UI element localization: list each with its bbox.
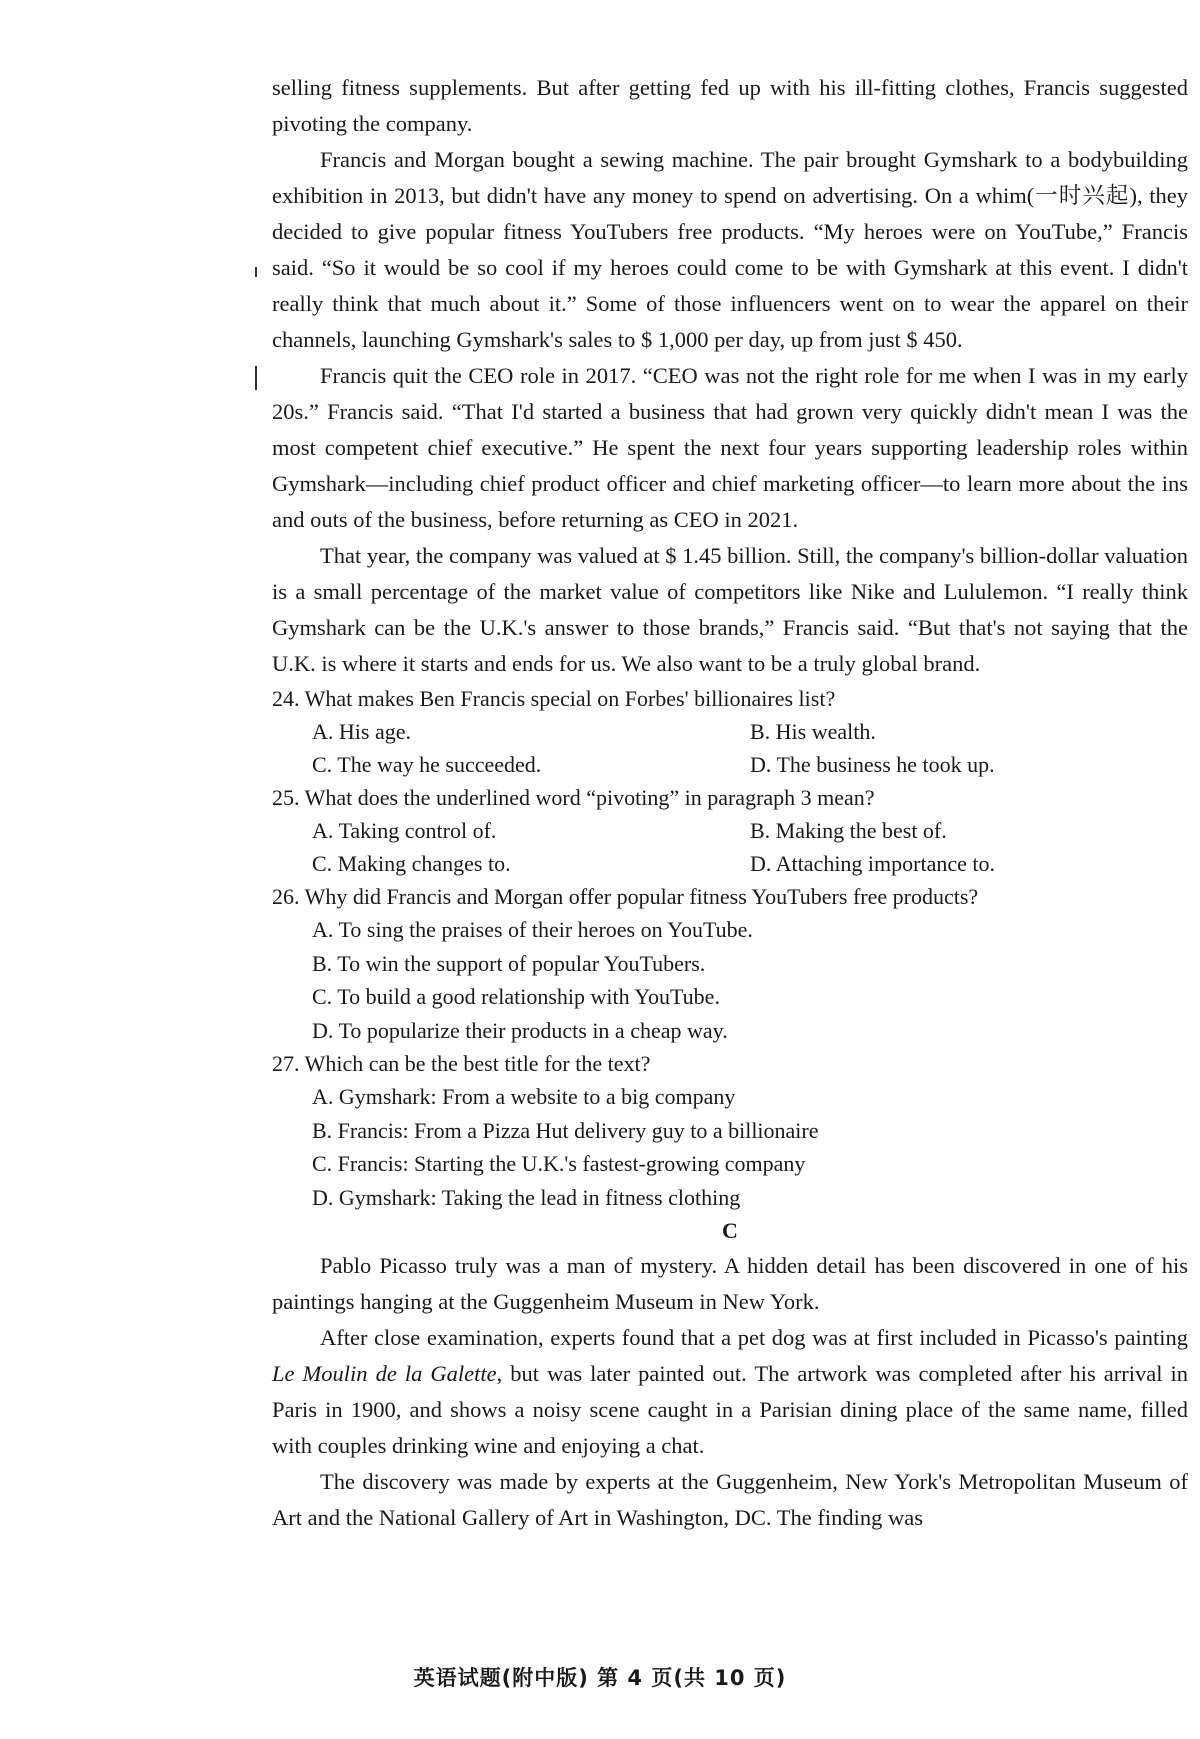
passage-c-p2-before: After close examination, experts found that a pet dog was at first included in Picasso's painting xyxy=(320,1325,1188,1350)
passage-c-p2-after: , but was later painted out. The artwork was completed after his arrival in Paris in 1900, and shows a noisy scene caught in a Parisian dining place of the same name, filled with couples drinking wine and enjoying a chat. xyxy=(272,1361,1188,1458)
question-stem: 26. Why did Francis and Morgan offer popular fitness YouTubers free products? xyxy=(272,884,979,909)
passage-c-label: C xyxy=(722,1218,738,1243)
question-stem: 27. Which can be the best title for the text? xyxy=(272,1051,651,1076)
passage-c-p3-text: The discovery was made by experts at the Guggenheim, New York's Metropolitan Museum of Art and the National Gallery of Art in Washington, DC. The finding was xyxy=(272,1469,1188,1530)
margin-bar-mark xyxy=(255,366,257,390)
passage-c-paragraph-2 xyxy=(272,1320,1188,1464)
option-a: A. Taking control of. xyxy=(312,818,497,843)
option-d: D. Gymshark: Taking the lead in fitness clothing xyxy=(312,1184,741,1210)
option-b: B. His wealth. xyxy=(750,719,876,744)
question-stem: 25. What does the underlined word “pivoting” in paragraph 3 mean? xyxy=(272,785,875,810)
painting-title: Le Moulin de la Galette xyxy=(272,1361,497,1386)
passage-b-p3-text: Francis quit the CEO role in 2017. “CEO was not the right role for me when I was in my early 20s.” Francis said. “That I'd started a business that had grown very quickly didn't mean I was the most competent chief executive.” He spent the next four years supporting leadership roles within Gymshark—including chief product officer and chief marketing officer—to learn more about the ins and outs of the business, before returning as CEO in 2021. xyxy=(272,363,1188,532)
question-24 xyxy=(272,682,1188,781)
option-b: B. Making the best of. xyxy=(750,818,947,843)
option-a: A. Gymshark: From a website to a big company xyxy=(312,1084,736,1109)
option-d: D. The business he took up. xyxy=(750,752,995,777)
passage-b-p1-text: selling fitness supplements. But after getting fed up with his ill-fitting clothes, Francis suggested pivoting the company. xyxy=(272,75,1188,136)
question-options xyxy=(312,1080,1188,1214)
passage-c-paragraph-3 xyxy=(272,1464,1188,1536)
option-c: C. Francis: Starting the U.K.'s fastest-growing company xyxy=(312,1151,806,1176)
page-footer: 英语试题(附中版) 第 4 页(共 10 页) xyxy=(413,1666,787,1690)
option-c: C. Making changes to. xyxy=(312,851,511,876)
passage-b-paragraph-2 xyxy=(272,142,1188,358)
question-26 xyxy=(272,880,1188,1047)
question-stem: 24. What makes Ben Francis special on Forbes' billionaires list? xyxy=(272,686,836,711)
question-25 xyxy=(272,781,1188,880)
passage-b-paragraph-4 xyxy=(272,538,1188,682)
option-a: A. His age. xyxy=(312,719,411,744)
margin-tick-mark xyxy=(255,267,257,277)
question-options xyxy=(312,715,1188,781)
question-options xyxy=(312,913,1188,1047)
option-b: B. Francis: From a Pizza Hut delivery guy to a billionaire xyxy=(312,1117,819,1143)
question-options xyxy=(312,814,1188,880)
question-27 xyxy=(272,1047,1188,1214)
option-d: D. Attaching importance to. xyxy=(750,851,995,876)
passage-b-paragraph-3 xyxy=(272,358,1188,538)
passage-b-p2-text: Francis and Morgan bought a sewing machine. The pair brought Gymshark to a bodybuilding exhibition in 2013, but didn't have any money to spend on advertising. On a whim(一时兴起), they decided to give popular fitness YouTubers free products. “My heroes were on YouTube,” Francis said. “So it would be so cool if my heroes could come to be with Gymshark at this event. I didn't really think that much about it.” Some of those influencers went on to wear the apparel on their channels, launching Gymshark's sales to $ 1,000 per day, up from just $ 450. xyxy=(272,147,1188,352)
passage-b-paragraph-1 xyxy=(272,70,1188,142)
page-content xyxy=(272,70,1188,1536)
option-c: C. To build a good relationship with YouTube. xyxy=(312,984,720,1009)
option-c: C. The way he succeeded. xyxy=(312,752,542,777)
option-d: D. To popularize their products in a cheap way. xyxy=(312,1017,728,1043)
passage-b-p4-text: That year, the company was valued at $ 1.45 billion. Still, the company's billion-dollar valuation is a small percentage of the market value of competitors like Nike and Lululemon. “I really think Gymshark can be the U.K.'s answer to those brands,” Francis said. “But that's not saying that the U.K. is where it starts and ends for us. We also want to be a truly global brand. xyxy=(272,543,1188,676)
passage-c-paragraph-1 xyxy=(272,1248,1188,1320)
option-a: A. To sing the praises of their heroes on YouTube. xyxy=(312,917,753,942)
passage-c-p1-text: Pablo Picasso truly was a man of mystery. A hidden detail has been discovered in one of his paintings hanging at the Guggenheim Museum in New York. xyxy=(272,1253,1188,1314)
option-b: B. To win the support of popular YouTubers. xyxy=(312,950,706,976)
